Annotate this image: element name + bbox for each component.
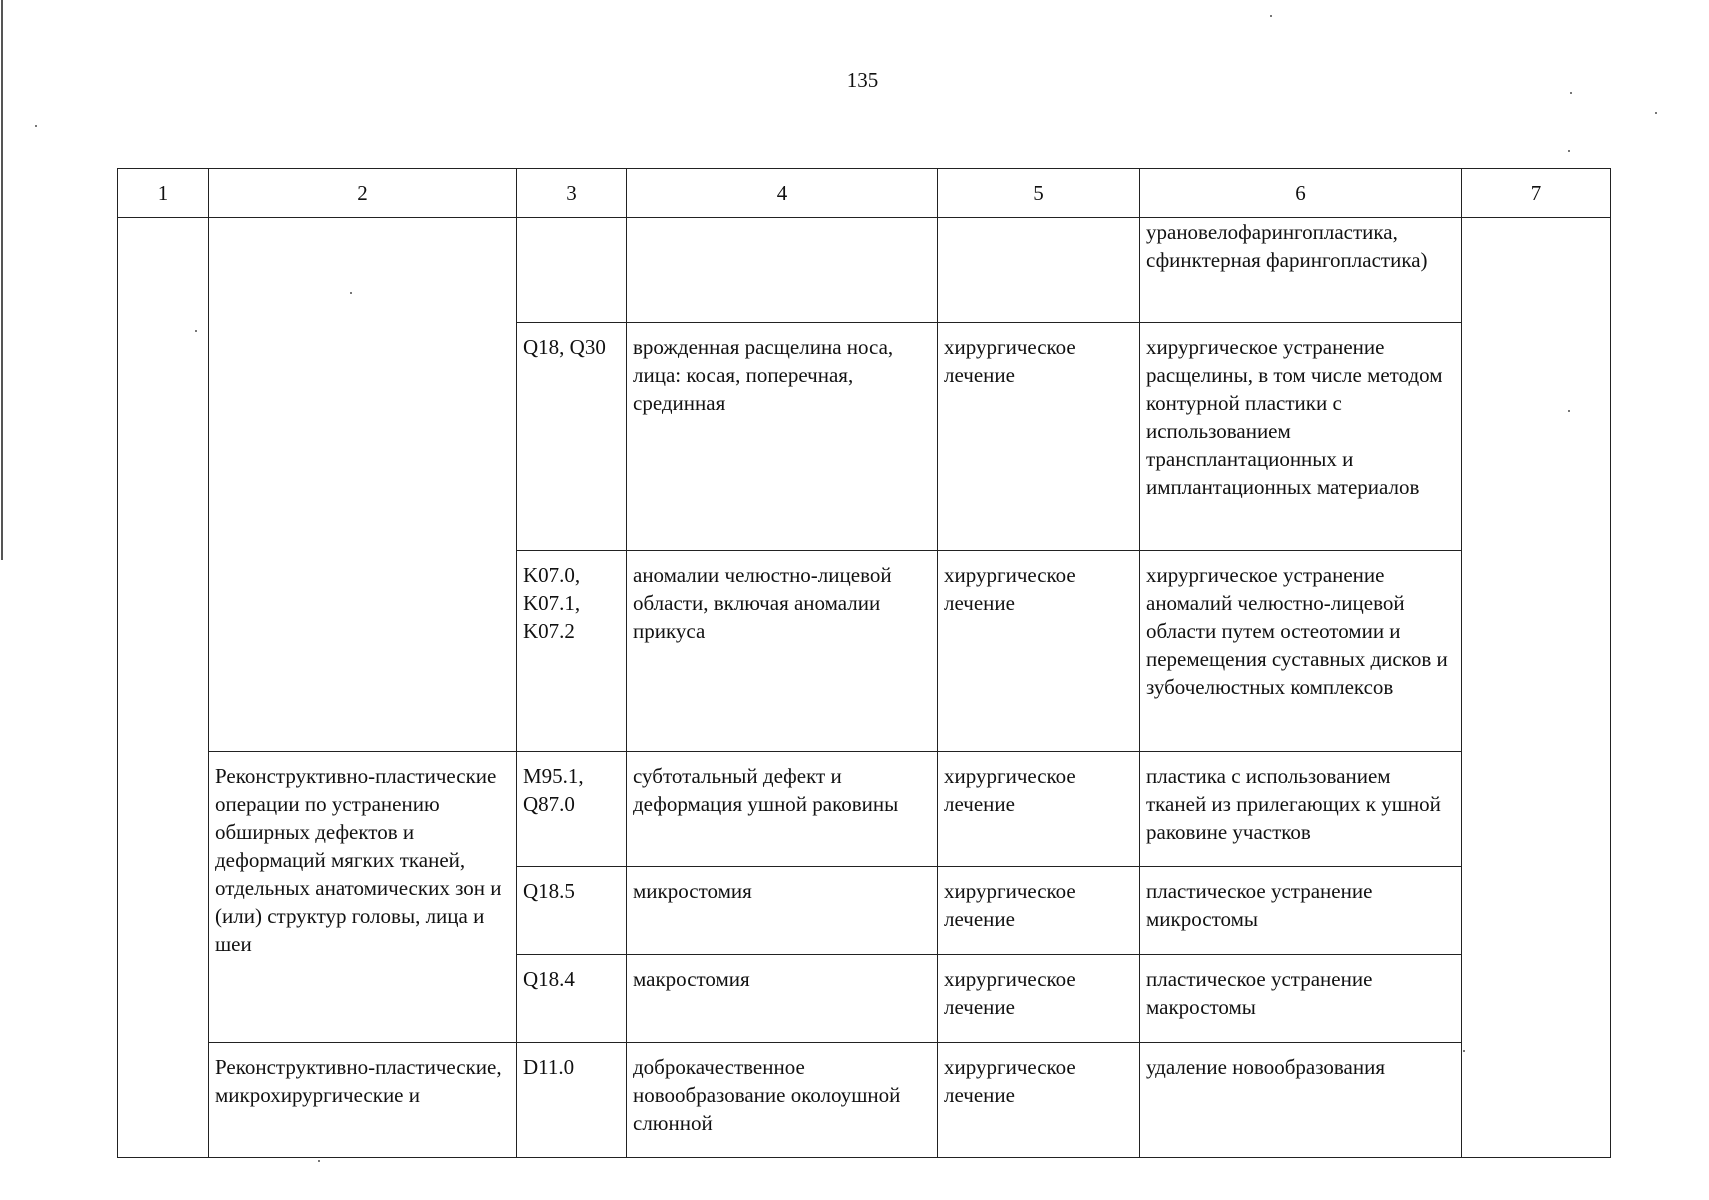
- method-cell: хирургическое устранение расщелины, в том числе методом контурной пластики с использованием трансплантационных и имплантационных материалов: [1140, 323, 1462, 551]
- header-cell-1: 1: [118, 169, 209, 218]
- condition-cell: доброкачественное новообразование околоушной слюнной: [627, 1043, 938, 1158]
- scan-speck: [35, 125, 37, 127]
- header-cell-7: 7: [1462, 169, 1611, 218]
- group-cell: Реконструктивно-пластические, микрохирургические и: [209, 1043, 517, 1158]
- page-number: 135: [846, 68, 879, 92]
- table-row: [118, 1043, 1611, 1158]
- condition-cell: [627, 218, 938, 323]
- codes-cell: Q18.5: [517, 867, 627, 955]
- scan-speck: [1655, 112, 1657, 114]
- scan-speck: [1570, 92, 1572, 94]
- condition-cell: аномалии челюстно-лицевой области, включая аномалии прикуса: [627, 551, 938, 752]
- treatment-type-cell: хирургическое лечение: [938, 1043, 1140, 1158]
- condition-cell: микростомия: [627, 867, 938, 955]
- method-cell: пластическое устранение макростомы: [1140, 955, 1462, 1043]
- group-cell: [209, 218, 517, 752]
- extra-cell: [1462, 218, 1611, 1158]
- condition-cell: субтотальный дефект и деформация ушной раковины: [627, 752, 938, 867]
- header-cell-2: 2: [209, 169, 517, 218]
- scan-speck: [1463, 1050, 1465, 1052]
- scan-speck: [318, 1160, 320, 1162]
- group-cell: Реконструктивно-пластические операции по устранению обширных дефектов и деформаций мягких тканей, отдельных анатомических зон и (или) структур головы, лица и шеи: [209, 752, 517, 1043]
- number-cell: [118, 218, 209, 1158]
- method-cell: хирургическое устранение аномалий челюстно-лицевой области путем остеотомии и перемещения суставных дисков и зубочелюстных комплексов: [1140, 551, 1462, 752]
- table-header-row: [118, 169, 1611, 218]
- procedures-table: [117, 168, 1611, 1158]
- method-cell: пластическое устранение микростомы: [1140, 867, 1462, 955]
- scan-speck: [1270, 15, 1272, 17]
- header-cell-6: 6: [1140, 169, 1462, 218]
- table-row: [118, 752, 1611, 867]
- codes-cell: Q18, Q30: [517, 323, 627, 551]
- codes-cell: K07.0, K07.1, K07.2: [517, 551, 627, 752]
- table-row: [118, 218, 1611, 323]
- scan-speck: [350, 292, 352, 294]
- treatment-type-cell: хирургическое лечение: [938, 323, 1140, 551]
- method-cell: пластика с использованием тканей из прилегающих к ушной раковине участков: [1140, 752, 1462, 867]
- scan-speck: [1568, 410, 1570, 412]
- codes-cell: [517, 218, 627, 323]
- scan-speck: [1568, 150, 1570, 152]
- condition-cell: врожденная расщелина носа, лица: косая, поперечная, срединная: [627, 323, 938, 551]
- method-cell: удаление новообразования: [1140, 1043, 1462, 1158]
- treatment-type-cell: [938, 218, 1140, 323]
- method-cell: урановелофарингопластика, сфинктерная фарингопластика): [1140, 218, 1462, 323]
- treatment-type-cell: хирургическое лечение: [938, 867, 1140, 955]
- condition-cell: макростомия: [627, 955, 938, 1043]
- header-cell-4: 4: [627, 169, 938, 218]
- scan-speck: [195, 330, 197, 332]
- treatment-type-cell: хирургическое лечение: [938, 551, 1140, 752]
- treatment-type-cell: хирургическое лечение: [938, 752, 1140, 867]
- codes-cell: Q18.4: [517, 955, 627, 1043]
- codes-cell: M95.1, Q87.0: [517, 752, 627, 867]
- codes-cell: D11.0: [517, 1043, 627, 1158]
- header-cell-5: 5: [938, 169, 1140, 218]
- header-cell-3: 3: [517, 169, 627, 218]
- treatment-type-cell: хирургическое лечение: [938, 955, 1140, 1043]
